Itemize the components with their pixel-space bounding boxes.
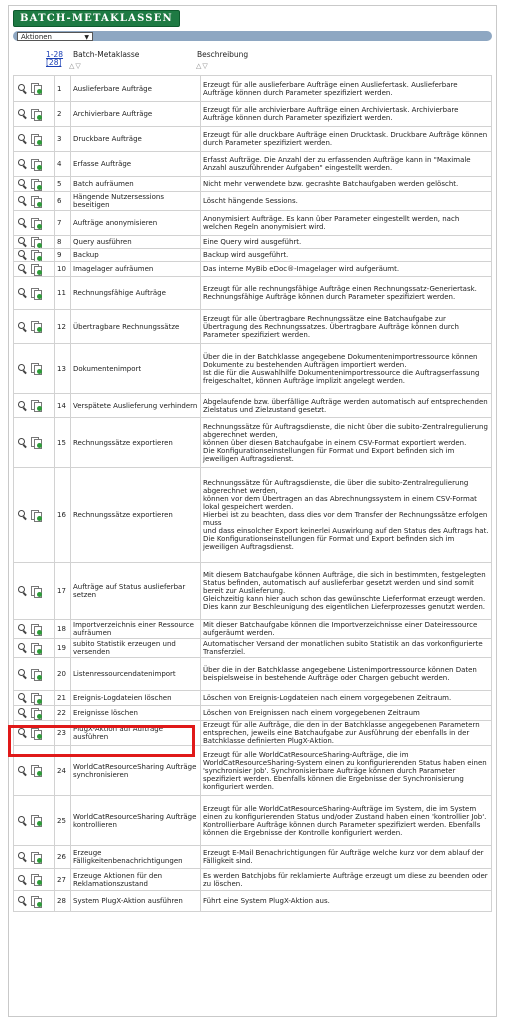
- row-actions: [14, 76, 55, 102]
- metaclass-name: Query ausführen: [71, 236, 201, 249]
- metaclass-name: Erfasse Aufträge: [71, 152, 201, 177]
- add-batch-job-icon[interactable]: [31, 179, 42, 190]
- row-number: 24: [55, 746, 71, 796]
- magnifier-icon[interactable]: [18, 322, 28, 332]
- actions-dropdown[interactable]: [17, 32, 93, 41]
- row-actions: [14, 192, 55, 211]
- magnifier-icon[interactable]: [18, 84, 28, 94]
- magnifier-icon[interactable]: [18, 134, 28, 144]
- magnifier-icon[interactable]: [18, 624, 28, 634]
- add-batch-job-icon[interactable]: [31, 624, 42, 635]
- metaclass-description: Erzeugt für alle druckbare Aufträge einen Drucktask. Druckbare Aufträge können durch Parameter spezifiziert werden.: [201, 127, 492, 152]
- row-number: 16: [55, 468, 71, 563]
- add-batch-job-icon[interactable]: [31, 643, 42, 654]
- row-number: 18: [55, 620, 71, 639]
- table-row[interactable]: [14, 344, 492, 394]
- magnifier-icon[interactable]: [18, 728, 28, 738]
- metaclass-description: Erfasst Aufträge. Die Anzahl der zu erfassenden Aufträge kann in "Maximale Anzahl auszuführender Aufgaben" eingestellt werden.: [201, 152, 492, 177]
- row-actions: [14, 127, 55, 152]
- magnifier-icon[interactable]: [18, 586, 28, 596]
- table-row[interactable]: [14, 277, 492, 310]
- row-number: 19: [55, 639, 71, 658]
- metaclass-name: Listenressourcendatenimport: [71, 658, 201, 691]
- metaclass-description: Erzeugt für alle archivierbare Aufträge einen Archiviertask. Archivierbare Aufträge können durch Parameter spezifiziert werden.: [201, 102, 492, 127]
- metaclass-description: Löscht hängende Sessions.: [201, 192, 492, 211]
- sort-name-icon[interactable]: △▽: [69, 62, 82, 70]
- magnifier-icon[interactable]: [18, 196, 28, 206]
- metaclass-description: Automatischer Versand der monatlichen subito Statistik an das vorkonfigurierte Transferziel.: [201, 639, 492, 658]
- metaclass-name: subito Statistik erzeugen und versenden: [71, 639, 201, 658]
- table-row[interactable]: [14, 706, 492, 721]
- metaclass-name: Auslieferbare Aufträge: [71, 76, 201, 102]
- metaclass-name: Archivierbare Aufträge: [71, 102, 201, 127]
- magnifier-icon[interactable]: [18, 264, 28, 274]
- add-batch-job-icon[interactable]: [31, 693, 42, 704]
- table-row[interactable]: [14, 721, 492, 746]
- row-number: 10: [55, 262, 71, 277]
- add-batch-job-icon[interactable]: [31, 264, 42, 275]
- row-number: 26: [55, 846, 71, 869]
- metaclass-name: Rechnungssätze exportieren: [71, 468, 201, 563]
- metaclass-description: Über die in der Batchklasse angegebene Dokumentenimportressource können Dokumente zu bestehenden Aufträgen importiert werden. Ist die für die Auswahlhilfe Dokumentenimportressource die Auftragserfassung freigeschaltet, können Aufträge implizit angelegt werden.: [201, 344, 492, 394]
- row-actions: [14, 721, 55, 746]
- table-row[interactable]: [14, 418, 492, 468]
- table-row[interactable]: [14, 846, 492, 869]
- metaclass-name: WorldCatResourceSharing Aufträge synchronisieren: [71, 746, 201, 796]
- metaclass-description: Löschen von Ereignissen nach einem vorgegebenen Zeitraum: [201, 706, 492, 721]
- pagination-range-link[interactable]: 1-28: [46, 50, 64, 59]
- row-number: 20: [55, 658, 71, 691]
- add-batch-job-icon[interactable]: [31, 83, 42, 94]
- add-batch-job-icon[interactable]: [31, 134, 42, 145]
- metaclass-description: Erzeugt für alle auslieferbare Aufträge einen Ausliefertask. Auslieferbare Aufträge können durch Parameter spezifiziert werden.: [201, 76, 492, 102]
- row-number: 5: [55, 177, 71, 192]
- table-row[interactable]: [14, 236, 492, 249]
- table-row[interactable]: [14, 563, 492, 620]
- magnifier-icon[interactable]: [18, 852, 28, 862]
- metaclass-name: Übertragbare Rechnungssätze: [71, 310, 201, 344]
- table-row[interactable]: [14, 891, 492, 912]
- row-actions: [14, 846, 55, 869]
- metaclass-name: Imagelager aufräumen: [71, 262, 201, 277]
- magnifier-icon[interactable]: [18, 875, 28, 885]
- row-actions: [14, 869, 55, 891]
- row-number: 14: [55, 394, 71, 418]
- row-number: 4: [55, 152, 71, 177]
- metaclass-name: Ereignisse löschen: [71, 706, 201, 721]
- column-header-description[interactable]: Beschreibung: [197, 50, 249, 59]
- metaclass-name: Dokumentenimport: [71, 344, 201, 394]
- add-batch-job-icon[interactable]: [31, 510, 42, 521]
- add-batch-job-icon[interactable]: [31, 669, 42, 680]
- row-number: 27: [55, 869, 71, 891]
- add-batch-job-icon[interactable]: [31, 437, 42, 448]
- table-row[interactable]: [14, 394, 492, 418]
- row-number: 22: [55, 706, 71, 721]
- row-actions: [14, 468, 55, 563]
- row-actions: [14, 563, 55, 620]
- add-batch-job-icon[interactable]: [31, 363, 42, 374]
- add-batch-job-icon[interactable]: [31, 250, 42, 261]
- row-actions: [14, 344, 55, 394]
- row-actions: [14, 310, 55, 344]
- metaclass-name: Erzeuge Aktionen für den Reklamationszustand: [71, 869, 201, 891]
- metaclass-table: [13, 75, 492, 912]
- add-batch-job-icon[interactable]: [31, 728, 42, 739]
- row-actions: [14, 102, 55, 127]
- table-row[interactable]: [14, 869, 492, 891]
- metaclass-description: Rechnungssätze für Auftragsdienste, die nicht über die subito-Zentralregulierung abgerechnet werden, können über diesen Batchaufgabe in einem CSV-Format exportiert werden. Die Konfigurationseinstellungen für Format und Export befinden sich im jeweiligen Auftragsdienst.: [201, 418, 492, 468]
- row-actions: [14, 620, 55, 639]
- metaclass-description: Rechnungssätze für Auftragsdienste, die über die subito-Zentralregulierung abgerechnet werden, können vor dem Übertragen an das Abrechnungssystem in einem CSV-Format lokal gespeichert werden. Hierbei ist zu beachten, dass dies vor dem Transfer der Rechnungssätze erfolgen muss und dass einsolcher Export keinerlei Auswirkung auf den Status des Auftrags hat. Die Konfigurationseinstellungen für Format und Export befinden sich im jeweiligen Auftragsdienst.: [201, 468, 492, 563]
- row-actions: [14, 152, 55, 177]
- table-row[interactable]: [14, 249, 492, 262]
- magnifier-icon[interactable]: [18, 250, 28, 260]
- magnifier-icon[interactable]: [18, 159, 28, 169]
- row-actions: [14, 691, 55, 706]
- metaclass-name: Verspätete Auslieferung verhindern: [71, 394, 201, 418]
- metaclass-name: Hängende Nutzersessions beseitigen: [71, 192, 201, 211]
- metaclass-description: Führt eine System PlugX-Aktion aus.: [201, 891, 492, 912]
- add-batch-job-icon[interactable]: [31, 400, 42, 411]
- magnifier-icon[interactable]: [18, 109, 28, 119]
- table-row[interactable]: [14, 310, 492, 344]
- magnifier-icon[interactable]: [18, 179, 28, 189]
- add-batch-job-icon[interactable]: [31, 852, 42, 863]
- row-actions: [14, 262, 55, 277]
- column-header-name[interactable]: Batch-Metaklasse: [73, 50, 140, 59]
- metaclass-description: Erzeugt E-Mail Benachrichtigungen für Aufträge welche kurz vor dem ablauf der Fälligkeit sind.: [201, 846, 492, 869]
- add-batch-job-icon[interactable]: [31, 196, 42, 207]
- metaclass-description: Erzeugt für alle WorldCatResourceSharing-Aufträge im System, die im System einen zu konfigurierenden Status und/oder Zustand haben einen 'kontrollier Job'. Kontrollierbare Aufträge können durch Parameter spezifiziert werden. Ebenfalls können die Ergebnisse der Kontrolle konfiguriert werden.: [201, 796, 492, 846]
- table-row[interactable]: [14, 658, 492, 691]
- metaclass-description: Erzeugt für alle WorldCatResourceSharing-Aufträge, die im WorldCatResourceSharing-System einen zu konfigurierenden Status haben einen 'synchronisier Job'. Synchronisierbare Aufträge können durch Parameter spezifiziert werden. Ebenfalls können die Ergebnisse der Synchronisierung konfiguriert werden.: [201, 746, 492, 796]
- table-row[interactable]: [14, 691, 492, 706]
- row-number: 25: [55, 796, 71, 846]
- metaclass-name: Backup: [71, 249, 201, 262]
- table-row[interactable]: [14, 152, 492, 177]
- add-batch-job-icon[interactable]: [31, 815, 42, 826]
- magnifier-icon[interactable]: [18, 816, 28, 826]
- add-batch-job-icon[interactable]: [31, 109, 42, 120]
- add-batch-job-icon[interactable]: [31, 708, 42, 719]
- table-row[interactable]: [14, 796, 492, 846]
- metaclass-description: Backup wird ausgeführt.: [201, 249, 492, 262]
- row-actions: [14, 277, 55, 310]
- add-batch-job-icon[interactable]: [31, 218, 42, 229]
- row-actions: [14, 394, 55, 418]
- add-batch-job-icon[interactable]: [31, 288, 42, 299]
- add-batch-job-icon[interactable]: [31, 896, 42, 907]
- magnifier-icon[interactable]: [18, 218, 28, 228]
- magnifier-icon[interactable]: [18, 708, 28, 718]
- magnifier-icon[interactable]: [18, 438, 28, 448]
- table-row[interactable]: [14, 192, 492, 211]
- magnifier-icon[interactable]: [18, 669, 28, 679]
- metaclass-description: Das interne MyBib eDoc®-Imagelager wird aufgeräumt.: [201, 262, 492, 277]
- row-number: 28: [55, 891, 71, 912]
- row-actions: [14, 177, 55, 192]
- magnifier-icon[interactable]: [18, 643, 28, 653]
- pagination-count: [46, 58, 61, 67]
- row-number: 11: [55, 277, 71, 310]
- metaclass-description: Es werden Batchjobs für reklamierte Aufträge erzeugt um diese zu beenden oder zu löschen.: [201, 869, 492, 891]
- table-row[interactable]: [14, 468, 492, 563]
- magnifier-icon[interactable]: [18, 766, 28, 776]
- row-number: 7: [55, 211, 71, 236]
- magnifier-icon[interactable]: [18, 510, 28, 520]
- batch-metaclasses-panel: [8, 5, 497, 1017]
- pagination-count-link[interactable]: [28]: [46, 58, 62, 67]
- add-batch-job-icon[interactable]: [31, 586, 42, 597]
- table-row[interactable]: [14, 102, 492, 127]
- metaclass-name: Rechnungsfähige Aufträge: [71, 277, 201, 310]
- metaclass-description: Erzeugt für alle übertragbare Rechnungssätze eine Batchaufgabe zur Übertragung des Rechnungssatzes. Übertragbare Aufträge können durch Parameter spezifiziert werden.: [201, 310, 492, 344]
- metaclass-name: Erzeuge Fälligkeitenbenachrichtigungen: [71, 846, 201, 869]
- table-row[interactable]: [14, 127, 492, 152]
- metaclass-description: Über die in der Batchklasse angegebene Listenimportressource können Daten beispielsweise in bestehende Aufträge oder Chargen gebucht werden.: [201, 658, 492, 691]
- row-number: 9: [55, 249, 71, 262]
- metaclass-name: Importverzeichnis einer Ressource aufräumen: [71, 620, 201, 639]
- row-actions: [14, 891, 55, 912]
- row-number: 2: [55, 102, 71, 127]
- add-batch-job-icon[interactable]: [31, 765, 42, 776]
- row-actions: [14, 639, 55, 658]
- table-row[interactable]: [14, 746, 492, 796]
- metaclass-description: Anonymisiert Aufträge. Es kann über Parameter eingestellt werden, nach welchen Regeln anonymisiert wird.: [201, 211, 492, 236]
- sort-description-icon[interactable]: △▽: [196, 62, 209, 70]
- magnifier-icon[interactable]: [18, 364, 28, 374]
- page-title: BATCH-METAKLASSEN: [13, 10, 180, 27]
- chevron-down-icon: ▼: [84, 34, 89, 41]
- magnifier-icon[interactable]: [18, 896, 28, 906]
- table-row[interactable]: [14, 620, 492, 639]
- row-number: 15: [55, 418, 71, 468]
- add-batch-job-icon[interactable]: [31, 159, 42, 170]
- row-actions: [14, 249, 55, 262]
- table-row[interactable]: [14, 211, 492, 236]
- metaclass-name: WorldCatResourceSharing Aufträge kontrollieren: [71, 796, 201, 846]
- metaclass-description: Nicht mehr verwendete bzw. gecrashte Batchaufgaben werden gelöscht.: [201, 177, 492, 192]
- row-number: 8: [55, 236, 71, 249]
- metaclass-name: PlugX-Aktion auf Aufträge ausführen: [71, 721, 201, 746]
- table-row[interactable]: [14, 177, 492, 192]
- metaclass-name: Aufträge anonymisieren: [71, 211, 201, 236]
- row-actions: [14, 418, 55, 468]
- magnifier-icon[interactable]: [18, 401, 28, 411]
- metaclass-description: Eine Query wird ausgeführt.: [201, 236, 492, 249]
- row-number: 6: [55, 192, 71, 211]
- metaclass-description: Mit diesem Batchaufgabe können Aufträge, die sich in bestimmten, festgelegten Status befinden, automatisch auf auslieferbar gesetzt werden und sind somit bereit zur Auslieferung. Gleichzeitig kann hier auch schon das gewünschte Lieferformat erzeugt werden. Dies kann zur Beschleunigung des eigentlichen Lieferprozesses genutzt werden.: [201, 563, 492, 620]
- row-actions: [14, 658, 55, 691]
- metaclass-name: Rechnungssätze exportieren: [71, 418, 201, 468]
- metaclass-description: Erzeugt für alle rechnungsfähige Aufträge einen Rechnungssatz-Generiertask. Rechnungsfähige Aufträge können durch Parameter spezifiziert werden.: [201, 277, 492, 310]
- row-actions: [14, 236, 55, 249]
- metaclass-name: Ereignis-Logdateien löschen: [71, 691, 201, 706]
- metaclass-description: Abgelaufende bzw. überfällige Aufträge werden automatisch auf entsprechenden Zielstatus und Zielzustand gesetzt.: [201, 394, 492, 418]
- magnifier-icon[interactable]: [18, 288, 28, 298]
- metaclass-name: System PlugX-Aktion ausführen: [71, 891, 201, 912]
- metaclass-name: Batch aufräumen: [71, 177, 201, 192]
- metaclass-description: Erzeugt für alle Aufträge, die den in der Batchklasse angegebenen Parametern entsprechen, jeweils eine Batchaufgabe zur Ausführung der ebenfalls in der Batchklasse definierten PlugX-Aktion.: [201, 721, 492, 746]
- row-number: 21: [55, 691, 71, 706]
- row-actions: [14, 746, 55, 796]
- row-number: 13: [55, 344, 71, 394]
- add-batch-job-icon[interactable]: [31, 874, 42, 885]
- row-number: 3: [55, 127, 71, 152]
- table-row[interactable]: [14, 76, 492, 102]
- magnifier-icon[interactable]: [18, 237, 28, 247]
- metaclass-name: Druckbare Aufträge: [71, 127, 201, 152]
- metaclass-name: Aufträge auf Status auslieferbar setzen: [71, 563, 201, 620]
- row-actions: [14, 796, 55, 846]
- add-batch-job-icon[interactable]: [31, 237, 42, 248]
- row-number: 12: [55, 310, 71, 344]
- row-actions: [14, 706, 55, 721]
- magnifier-icon[interactable]: [18, 693, 28, 703]
- table-row[interactable]: [14, 262, 492, 277]
- metaclass-description: Löschen von Ereignis-Logdateien nach einem vorgegebenen Zeitraum.: [201, 691, 492, 706]
- actions-dropdown-label: Aktionen: [21, 33, 52, 41]
- add-batch-job-icon[interactable]: [31, 321, 42, 332]
- row-number: 23: [55, 721, 71, 746]
- row-number: 1: [55, 76, 71, 102]
- row-number: 17: [55, 563, 71, 620]
- metaclass-description: Mit dieser Batchaufgabe können die Importverzeichnisse einer Dateiressource aufgeräumt werden.: [201, 620, 492, 639]
- table-row[interactable]: [14, 639, 492, 658]
- row-actions: [14, 211, 55, 236]
